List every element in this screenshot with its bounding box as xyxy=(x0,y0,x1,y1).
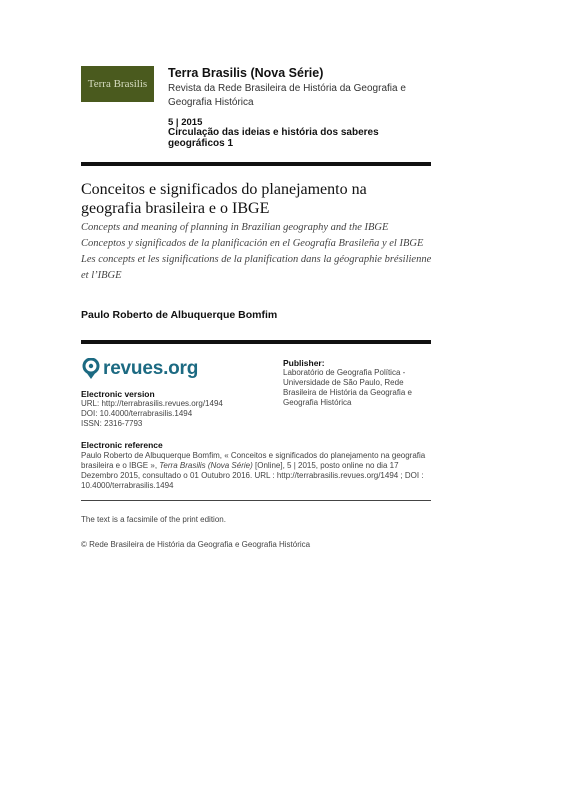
electronic-version-doi[interactable]: DOI: 10.4000/terrabrasilis.1494 xyxy=(81,409,193,418)
article-title-es: Conceptos y significados de la planificación en el Geografía Brasileña y el IBGE xyxy=(81,238,424,249)
revues-org-logo-text: revues.org xyxy=(103,358,199,379)
copyright-notice: © Rede Brasileira de História da Geografia e Geografia Histórica xyxy=(81,540,311,549)
revues-org-logo[interactable] xyxy=(81,356,198,382)
reference-divider xyxy=(81,500,431,501)
header-divider xyxy=(81,162,431,166)
electronic-reference-label: Electronic reference xyxy=(81,440,163,450)
electronic-version-url[interactable]: URL: http://terrabrasilis.revues.org/1494 xyxy=(81,399,223,408)
electronic-version-label: Electronic version xyxy=(81,389,155,399)
electronic-version-issn: ISSN: 2316-7793 xyxy=(81,419,143,428)
electronic-reference-journal: Terra Brasilis (Nova Série) xyxy=(159,461,253,470)
revues-org-logo-icon xyxy=(81,358,101,380)
publisher-label: Publisher: xyxy=(283,358,325,368)
electronic-reference-text-start: Paulo Roberto de Albuquerque Bomfim, « Conceitos e significados do planejamento na geografia brasileira e o IBGE », xyxy=(81,451,426,470)
article-title: Conceitos e significados do planejamento na geografia brasileira e o IBGE xyxy=(81,181,367,217)
journal-logo xyxy=(81,66,154,102)
journal-subtitle: Revista da Rede Brasileira de História da Geografia e Geografia Histórica xyxy=(168,83,406,108)
article-title-fr: Les concepts et les significations de la planification dans la géographie brésilienne et l’IBGE xyxy=(81,254,432,281)
publisher-text: Laboratório de Geografia Política - Universidade de São Paulo, Rede Brasileira de História da Geografia e Geografia Histórica xyxy=(283,368,412,407)
electronic-reference-text xyxy=(81,451,433,491)
issue-theme: Circulação das ideias e história dos saberes geográficos 1 xyxy=(168,127,379,149)
journal-logo-text: Terra Brasilis xyxy=(87,78,148,90)
electronic-reference-text-end: [Online], 5 | 2015, posto online no dia 17 Dezembro 2015, consultado o 01 Outubro 2016. URL : http://terrabrasilis.revues.org/1494 ; DOI : 10.4000/terrabrasilis.1494 xyxy=(81,461,424,490)
issue-number: 5 | 2015 xyxy=(168,117,203,128)
article-author: Paulo Roberto de Albuquerque Bomfim xyxy=(81,309,278,321)
article-title-en: Concepts and meaning of planning in Brazilian geography and the IBGE xyxy=(81,222,389,233)
journal-title: Terra Brasilis (Nova Série) xyxy=(168,66,324,80)
article-divider xyxy=(81,340,431,344)
facsimile-note: The text is a facsimile of the print edition. xyxy=(81,515,226,524)
